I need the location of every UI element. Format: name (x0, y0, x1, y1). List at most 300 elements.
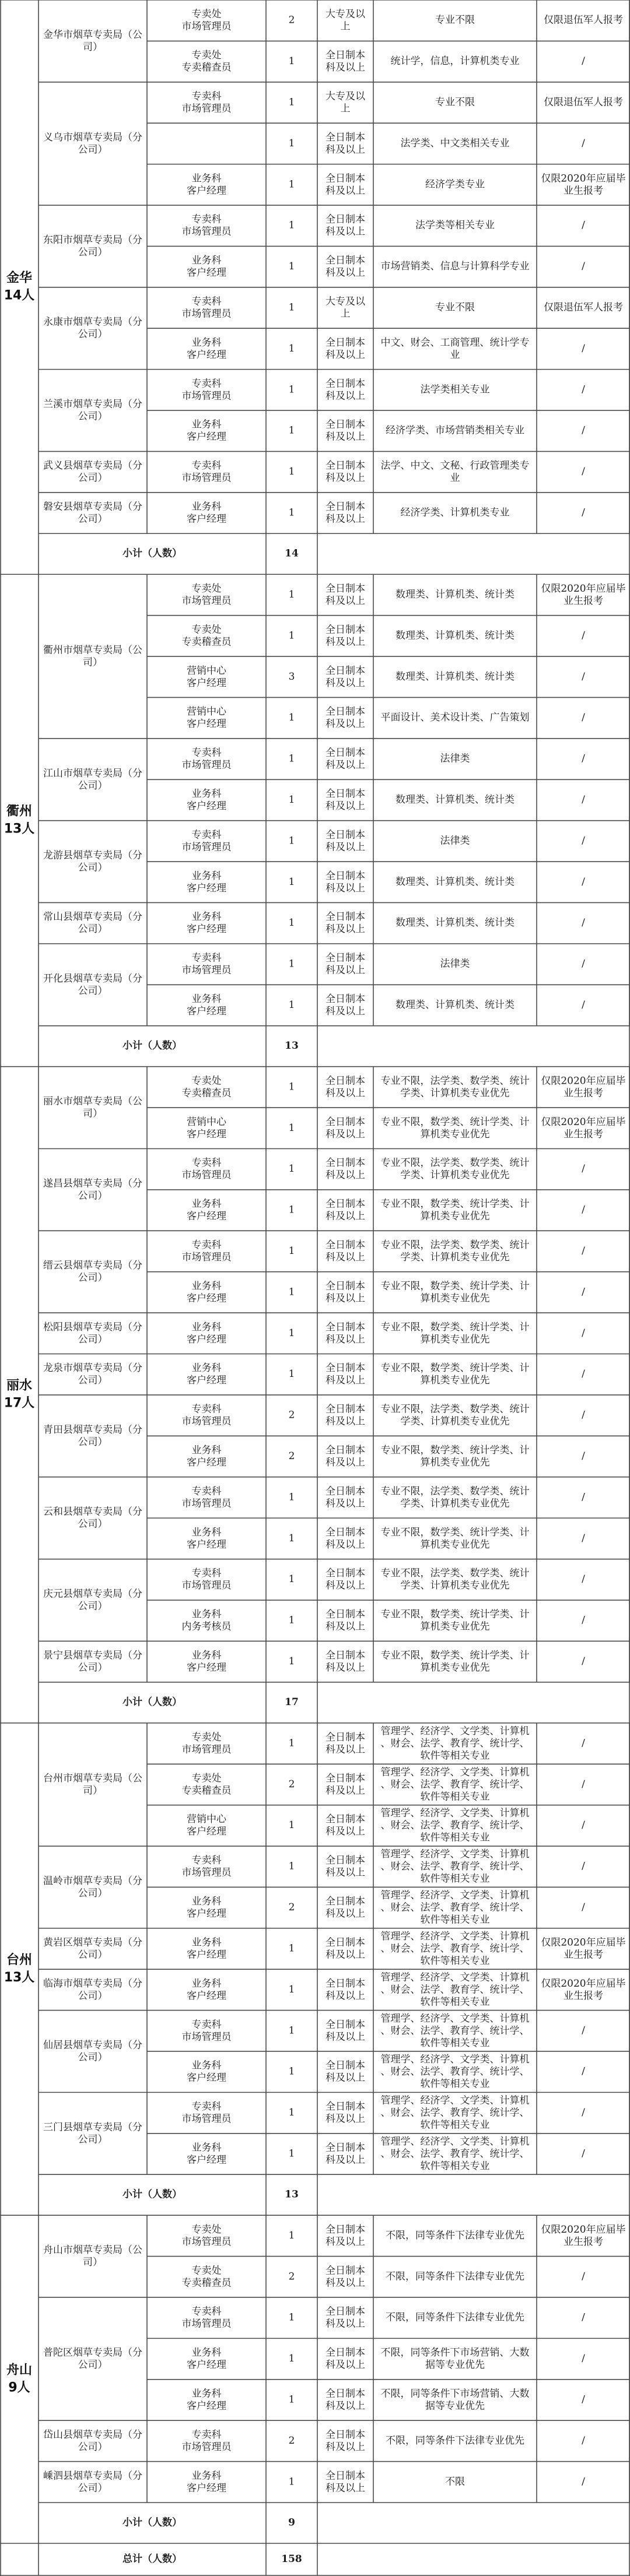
subtotal-count: 17 (285, 1696, 299, 1709)
subtotal-count: 14 (285, 547, 299, 560)
education-cell: 全日制本科及以上 (326, 1444, 365, 1468)
count-cell: 1 (288, 1819, 295, 1832)
unit-name-cell: 开化县烟草专卖局（分公司） (43, 972, 142, 997)
major-cell: 管理学、经济学、文学类、计算机、财会、法学、教育学、统计学、软件等相关专业 (380, 2012, 530, 2049)
note-cell: 仅限2020年应届毕业生报考 (541, 1936, 626, 1960)
position-cell: 业务科内务考核员 (181, 1608, 232, 1633)
position-cell: 专卖科市场管理员 (181, 952, 232, 976)
major-cell: 法律类 (440, 753, 470, 765)
count-cell: 1 (288, 2065, 295, 2078)
position-cell: 专卖科市场管理员 (181, 459, 232, 484)
position-cell: 营销中心客户经理 (187, 1813, 226, 1837)
count-cell: 1 (288, 2311, 295, 2324)
education-cell: 全日制本科及以上 (326, 1895, 365, 1920)
count-cell: 2 (288, 2434, 295, 2447)
unit-name-cell: 台州市烟草专卖局（公司） (43, 1772, 142, 1797)
unit-name-cell: 云和县烟草专卖局（分公司） (43, 1506, 142, 1530)
position-cell: 业务科客户经理 (187, 2387, 226, 2412)
total-count: 158 (281, 2553, 302, 2565)
unit-name-cell: 松阳县烟草专卖局（分公司） (43, 1321, 142, 1345)
education-cell: 全日制本科及以上 (326, 2060, 365, 2084)
subtotal-label: 小计（人数） (123, 1040, 182, 1052)
major-cell: 专业不限 (435, 301, 475, 314)
note-cell: 仅限2020年应届毕业生报考 (541, 1116, 626, 1140)
unit-name-cell: 普陀区烟草专卖局（分公司） (43, 2346, 142, 2371)
major-cell: 数理类、计算机类、统计类 (396, 917, 514, 929)
major-cell: 专业不限，数学类、统计学类、计算机类专业优先 (380, 1649, 530, 1674)
note-cell: / (582, 2271, 585, 2283)
note-cell: / (582, 2434, 585, 2447)
major-cell: 专业不限，数学类、统计学类、计算机类专业优先 (380, 1116, 530, 1140)
note-cell: / (582, 1614, 585, 1626)
education-cell: 全日制本科及以上 (326, 419, 365, 443)
education-cell: 全日制本科及以上 (326, 705, 365, 730)
major-cell: 法学类、中文类相关专业 (400, 137, 510, 149)
education-cell: 全日制本科及以上 (326, 2100, 365, 2125)
count-cell: 1 (288, 466, 295, 478)
major-cell: 不限，同等条件下市场营销、大数据等专业优先 (380, 2387, 530, 2412)
education-cell: 全日制本科及以上 (326, 993, 365, 1017)
education-cell: 全日制本科及以上 (326, 1403, 365, 1428)
note-cell: / (582, 1491, 585, 1503)
unit-name-cell: 缙云县烟草专卖局（分公司） (43, 1259, 142, 1284)
count-cell: 1 (288, 2107, 295, 2119)
position-cell: 业务科客户经理 (187, 1936, 226, 1960)
major-cell: 管理学、经济学、文学类、计算机、财会、法学、教育学、统计学、软件等相关专业 (380, 1848, 530, 1885)
note-cell: / (582, 2311, 585, 2324)
position-cell: 专卖科市场管理员 (181, 1485, 232, 1509)
count-cell: 1 (288, 55, 295, 68)
position-cell: 专卖处市场管理员 (181, 2223, 232, 2248)
major-cell: 专业不限，数学类、统计学类、计算机类专业优先 (380, 1198, 530, 1222)
unit-name-cell: 义乌市烟草专卖局（分公司） (43, 131, 142, 156)
note-cell: / (582, 2353, 585, 2365)
count-cell: 2 (288, 1778, 295, 1790)
count-cell: 1 (288, 1942, 295, 1955)
major-cell: 数理类、计算机类、统计类 (396, 793, 514, 806)
count-cell: 1 (288, 1983, 295, 1995)
count-cell: 1 (288, 342, 295, 354)
major-cell: 法学类相关专业 (420, 384, 490, 396)
major-cell: 法律类 (440, 835, 470, 847)
education-cell: 全日制本科及以上 (326, 1239, 365, 1263)
education-cell: 全日制本科及以上 (326, 1977, 365, 2002)
count-cell: 1 (288, 630, 295, 642)
count-cell: 1 (288, 1737, 295, 1749)
position-cell: 业务科客户经理 (187, 419, 226, 443)
position-cell: 专卖科市场管理员 (181, 2018, 232, 2043)
position-cell: 业务科客户经理 (187, 1444, 226, 1468)
education-cell: 全日制本科及以上 (326, 2018, 365, 2043)
education-cell: 大专及以上 (326, 90, 365, 115)
note-cell: / (582, 670, 585, 683)
count-cell: 2 (288, 14, 295, 26)
position-cell: 专卖处专卖稽查员 (181, 2264, 232, 2289)
unit-name-cell: 永康市烟草专卖局（分公司） (43, 316, 142, 340)
unit-name-cell: 磐安县烟草专卖局（分公司） (43, 501, 142, 525)
note-cell: / (582, 1286, 585, 1298)
note-cell: / (582, 1368, 585, 1380)
total-label: 总计（人数） (123, 2553, 182, 2565)
subtotal-count: 9 (288, 2517, 295, 2529)
note-cell: / (582, 1656, 585, 1668)
region-label: 衢州 13人 (4, 804, 35, 837)
note-cell: / (582, 2025, 585, 2037)
position-cell: 专卖处市场管理员 (181, 582, 232, 607)
major-cell: 经济学类、市场营销类相关专业 (386, 424, 524, 437)
unit-name-cell: 三门县烟草专卖局（分公司） (43, 2121, 142, 2145)
note-cell: / (582, 261, 585, 273)
education-cell: 全日制本科及以上 (326, 1485, 365, 1509)
position-cell: 业务科客户经理 (187, 172, 226, 196)
note-cell: / (582, 958, 585, 970)
note-cell: / (582, 2107, 585, 2119)
major-cell: 法律类 (440, 958, 470, 970)
count-cell: 1 (288, 1163, 295, 1175)
position-cell: 营销中心客户经理 (187, 1116, 226, 1140)
major-cell: 不限，同等条件下市场营销、大数据等专业优先 (380, 2346, 530, 2371)
position-cell: 专卖科市场管理员 (181, 296, 232, 320)
subtotal-label: 小计（人数） (123, 1696, 182, 1709)
count-cell: 1 (288, 137, 295, 149)
position-cell: 业务科客户经理 (187, 1649, 226, 1674)
unit-name-cell: 黄岩区烟草专卖局（分公司） (43, 1936, 142, 1960)
education-cell: 全日制本科及以上 (326, 131, 365, 156)
major-cell: 经济学类专业 (425, 178, 485, 191)
position-cell: 业务科客户经理 (187, 1198, 226, 1222)
count-cell: 1 (288, 2353, 295, 2365)
position-cell: 业务科客户经理 (187, 2346, 226, 2371)
unit-name-cell: 兰溪市烟草专卖局（分公司） (43, 398, 142, 423)
note-cell: / (582, 1902, 585, 1914)
major-cell: 不限，同等条件下法律专业优先 (386, 2311, 524, 2324)
note-cell: / (582, 1573, 585, 1586)
education-cell: 全日制本科及以上 (326, 1116, 365, 1140)
count-cell: 1 (288, 835, 295, 847)
education-cell: 全日制本科及以上 (326, 1157, 365, 1181)
subtotal-label: 小计（人数） (123, 547, 182, 560)
position-cell: 专卖科市场管理员 (181, 747, 232, 771)
note-cell: / (582, 1204, 585, 1216)
position-cell: 专卖科市场管理员 (181, 377, 232, 402)
position-cell: 专卖科市场管理员 (181, 828, 232, 853)
region-label: 台州 13人 (4, 1952, 35, 1985)
major-cell: 专业不限，数学类、统计学类、计算机类专业优先 (380, 1608, 530, 1633)
note-cell: / (582, 55, 585, 68)
count-cell: 1 (288, 261, 295, 273)
education-cell: 全日制本科及以上 (326, 1321, 365, 1345)
education-cell: 全日制本科及以上 (326, 213, 365, 238)
position-cell: 业务科客户经理 (187, 1362, 226, 1386)
note-cell: / (582, 753, 585, 765)
count-cell: 1 (288, 793, 295, 806)
education-cell: 全日制本科及以上 (326, 501, 365, 525)
note-cell: / (582, 1450, 585, 1463)
unit-name-cell: 金华市烟草专卖局（公司） (43, 29, 142, 53)
education-cell: 全日制本科及以上 (326, 2306, 365, 2330)
education-cell: 大专及以上 (326, 8, 365, 33)
position-cell: 业务科客户经理 (187, 870, 226, 894)
major-cell: 管理学、经济学、文学类、计算机、财会、法学、教育学、统计学、软件等相关专业 (380, 1725, 530, 1762)
education-cell: 全日制本科及以上 (326, 172, 365, 196)
major-cell: 专业不限，法学类、数学类、统计学类、计算机类专业优先 (380, 1074, 530, 1099)
note-cell: / (582, 2394, 585, 2406)
position-cell: 专卖科市场管理员 (181, 1239, 232, 1263)
major-cell: 市场营销类、信息与计算科学专业 (380, 261, 530, 273)
count-cell: 1 (288, 876, 295, 888)
note-cell: / (582, 630, 585, 642)
position-cell: 业务科客户经理 (187, 501, 226, 525)
note-cell: / (582, 2148, 585, 2160)
education-cell: 全日制本科及以上 (326, 377, 365, 402)
education-cell: 全日制本科及以上 (326, 2264, 365, 2289)
unit-name-cell: 庆元县烟草专卖局（分公司） (43, 1587, 142, 1612)
count-cell: 1 (288, 96, 295, 108)
position-cell: 专卖科市场管理员 (181, 1403, 232, 1428)
position-cell: 业务科客户经理 (187, 2060, 226, 2084)
unit-name-cell: 景宁县烟草专卖局（分公司） (43, 1649, 142, 1674)
subtotal-count: 13 (285, 1040, 299, 1052)
note-cell: / (582, 2065, 585, 2078)
count-cell: 1 (288, 2229, 295, 2241)
position-cell: 业务科客户经理 (187, 336, 226, 361)
position-cell: 专卖处专卖稽查员 (181, 49, 232, 73)
position-cell: 业务科客户经理 (187, 788, 226, 812)
unit-name-cell: 仙居县烟草专卖局（分公司） (43, 2039, 142, 2063)
note-cell: / (582, 342, 585, 354)
education-cell: 全日制本科及以上 (326, 2387, 365, 2412)
major-cell: 管理学、经济学、文学类、计算机、财会、法学、教育学、统计学、软件等相关专业 (380, 1930, 530, 1967)
count-cell: 1 (288, 712, 295, 724)
note-cell: / (582, 876, 585, 888)
major-cell: 专业不限，法学类、数学类、统计学类、计算机类专业优先 (380, 1485, 530, 1509)
education-cell: 全日制本科及以上 (326, 1854, 365, 1879)
count-cell: 1 (288, 507, 295, 519)
major-cell: 平面设计、美术设计类、广告策划 (380, 712, 530, 724)
position-cell: 营销中心客户经理 (187, 705, 226, 730)
note-cell: / (582, 1860, 585, 1872)
education-cell: 全日制本科及以上 (326, 2469, 365, 2494)
major-cell: 管理学、经济学、文学类、计算机、财会、法学、教育学、统计学、软件等相关专业 (380, 1889, 530, 1926)
note-cell: 仅限退伍军人报考 (544, 301, 623, 314)
education-cell: 全日制本科及以上 (326, 623, 365, 648)
education-cell: 全日制本科及以上 (326, 911, 365, 935)
count-cell: 1 (288, 384, 295, 396)
position-cell: 业务科客户经理 (187, 1977, 226, 2002)
count-cell: 1 (288, 1327, 295, 1339)
major-cell: 专业不限 (435, 96, 475, 108)
major-cell: 专业不限，法学类、数学类、统计学类、计算机类专业优先 (380, 1567, 530, 1591)
major-cell: 不限，同等条件下法律专业优先 (386, 2229, 524, 2241)
education-cell: 全日制本科及以上 (326, 747, 365, 771)
note-cell: 仅限2020年应届毕业生报考 (541, 2223, 626, 2248)
count-cell: 1 (288, 1122, 295, 1134)
position-cell: 业务科客户经理 (187, 993, 226, 1017)
major-cell: 数理类、计算机类、统计类 (396, 630, 514, 642)
major-cell: 管理学、经济学、文学类、计算机、财会、法学、教育学、统计学、软件等相关专业 (380, 1807, 530, 1844)
major-cell: 管理学、经济学、文学类、计算机、财会、法学、教育学、统计学、软件等相关专业 (380, 2135, 530, 2172)
unit-name-cell: 丽水市烟草专卖局（公司） (43, 1095, 142, 1120)
unit-name-cell: 嵊泗县烟草专卖局（分公司） (43, 2469, 142, 2494)
subtotal-label: 小计（人数） (123, 2517, 182, 2529)
count-cell: 1 (288, 1245, 295, 1257)
count-cell: 1 (288, 917, 295, 929)
major-cell: 管理学、经济学、文学类、计算机、财会、法学、教育学、统计学、软件等相关专业 (380, 2053, 530, 2090)
subtotal-count: 13 (285, 2188, 299, 2201)
major-cell: 数理类、计算机类、统计类 (396, 670, 514, 683)
count-cell: 1 (288, 424, 295, 437)
note-cell: / (582, 424, 585, 437)
education-cell: 全日制本科及以上 (326, 1608, 365, 1633)
education-cell: 全日制本科及以上 (326, 2141, 365, 2166)
count-cell: 1 (288, 1532, 295, 1544)
education-cell: 全日制本科及以上 (326, 1649, 365, 1674)
unit-name-cell: 遂昌县烟草专卖局（分公司） (43, 1177, 142, 1201)
unit-name-cell: 温岭市烟草专卖局（分公司） (43, 1875, 142, 1899)
unit-name-cell: 江山市烟草专卖局（分公司） (43, 767, 142, 792)
major-cell: 专业不限 (435, 14, 475, 26)
note-cell: / (582, 712, 585, 724)
major-cell: 中文、财会、工商管理、统计学专业 (380, 336, 530, 361)
count-cell: 1 (288, 2025, 295, 2037)
education-cell: 全日制本科及以上 (326, 1362, 365, 1386)
count-cell: 1 (288, 958, 295, 970)
note-cell: / (582, 137, 585, 149)
position-cell: 业务科客户经理 (187, 1280, 226, 1304)
count-cell: 1 (288, 301, 295, 314)
count-cell: 1 (288, 2148, 295, 2160)
education-cell: 全日制本科及以上 (326, 1280, 365, 1304)
unit-name-cell: 常山县烟草专卖局（分公司） (43, 911, 142, 935)
major-cell: 专业不限，数学类、统计学类、计算机类专业优先 (380, 1280, 530, 1304)
position-cell: 专卖科市场管理员 (181, 1854, 232, 1879)
education-cell: 全日制本科及以上 (326, 336, 365, 361)
note-cell: / (582, 917, 585, 929)
count-cell: 1 (288, 2394, 295, 2406)
position-cell: 专卖科市场管理员 (181, 90, 232, 115)
unit-name-cell: 衢州市烟草专卖局（公司） (43, 644, 142, 669)
major-cell: 管理学、经济学、文学类、计算机、财会、法学、教育学、统计学、软件等相关专业 (380, 2094, 530, 2131)
education-cell: 全日制本科及以上 (326, 2223, 365, 2248)
unit-name-cell: 舟山市烟草专卖局（公司） (43, 2244, 142, 2268)
position-cell: 业务科客户经理 (187, 1321, 226, 1345)
education-cell: 全日制本科及以上 (326, 828, 365, 853)
unit-name-cell: 龙游县烟草专卖局（分公司） (43, 849, 142, 874)
count-cell: 1 (288, 1368, 295, 1380)
position-cell: 专卖处专卖稽查员 (181, 1074, 232, 1099)
unit-name-cell: 东阳市烟草专卖局（分公司） (43, 234, 142, 258)
position-cell: 专卖科市场管理员 (181, 2429, 232, 2453)
education-cell: 全日制本科及以上 (326, 1567, 365, 1591)
note-cell: 仅限2020年应届毕业生报考 (541, 1074, 626, 1099)
count-cell: 2 (288, 1902, 295, 1914)
education-cell: 全日制本科及以上 (326, 459, 365, 484)
unit-name-cell: 武义县烟草专卖局（分公司） (43, 459, 142, 484)
note-cell: / (582, 384, 585, 396)
note-cell: 仅限退伍军人报考 (544, 96, 623, 108)
count-cell: 1 (288, 1491, 295, 1503)
major-cell: 专业不限，法学类、数学类、统计学类、计算机类专业优先 (380, 1403, 530, 1428)
position-cell: 业务科客户经理 (187, 254, 226, 279)
unit-name-cell: 临海市烟草专卖局（分公司） (43, 1977, 142, 2002)
major-cell: 专业不限，数学类、统计学类、计算机类专业优先 (380, 1321, 530, 1345)
education-cell: 全日制本科及以上 (326, 1813, 365, 1837)
major-cell: 法学类等相关专业 (415, 219, 495, 231)
education-cell: 全日制本科及以上 (326, 665, 365, 689)
education-cell: 全日制本科及以上 (326, 1936, 365, 1960)
note-cell: / (582, 1819, 585, 1832)
position-cell: 专卖处专卖稽查员 (181, 623, 232, 648)
education-cell: 全日制本科及以上 (326, 1074, 365, 1099)
count-cell: 1 (288, 178, 295, 191)
major-cell: 数理类、计算机类、统计类 (396, 876, 514, 888)
unit-name-cell: 岱山县烟草专卖局（分公司） (43, 2429, 142, 2453)
position-cell: 业务科客户经理 (187, 1895, 226, 1920)
count-cell: 1 (288, 1204, 295, 1216)
major-cell: 专业不限，数学类、统计学类、计算机类专业优先 (380, 1362, 530, 1386)
major-cell: 管理学、经济学、文学类、计算机、财会、法学、教育学、统计学、软件等相关专业 (380, 1766, 530, 1802)
position-cell: 业务科客户经理 (187, 1526, 226, 1551)
region-label: 金华 14人 (4, 270, 35, 303)
note-cell: / (582, 2476, 585, 2488)
position-cell: 专卖科市场管理员 (181, 2306, 232, 2330)
note-cell: / (582, 1327, 585, 1339)
note-cell: / (582, 999, 585, 1011)
note-cell: / (582, 1245, 585, 1257)
count-cell: 2 (288, 2271, 295, 2283)
count-cell: 1 (288, 588, 295, 600)
unit-name-cell: 龙泉市烟草专卖局（分公司） (43, 1362, 142, 1386)
note-cell: 仅限2020年应届毕业生报考 (541, 172, 626, 196)
count-cell: 2 (288, 1409, 295, 1421)
region-label: 丽水 17人 (4, 1378, 35, 1411)
count-cell: 1 (288, 1286, 295, 1298)
count-cell: 3 (288, 670, 295, 683)
note-cell: / (582, 1532, 585, 1544)
note-cell: / (582, 507, 585, 519)
education-cell: 全日制本科及以上 (326, 870, 365, 894)
major-cell: 数理类、计算机类、统计类 (396, 999, 514, 1011)
education-cell: 大专及以上 (326, 296, 365, 320)
major-cell: 数理类、计算机类、统计类 (396, 588, 514, 600)
count-cell: 1 (288, 1656, 295, 1668)
position-cell: 营销中心客户经理 (187, 665, 226, 689)
note-cell: / (582, 1737, 585, 1749)
education-cell: 全日制本科及以上 (326, 254, 365, 279)
note-cell: / (582, 793, 585, 806)
count-cell: 1 (288, 1860, 295, 1872)
education-cell: 全日制本科及以上 (326, 2429, 365, 2453)
region-label: 舟山 9人 (6, 2363, 33, 2395)
position-cell: 专卖处市场管理员 (181, 8, 232, 33)
count-cell: 1 (288, 1614, 295, 1626)
position-cell: 业务科客户经理 (187, 911, 226, 935)
count-cell: 1 (288, 2476, 295, 2488)
count-cell: 2 (288, 1450, 295, 1463)
position-cell: 业务科客户经理 (187, 2141, 226, 2166)
position-cell: 专卖科市场管理员 (181, 213, 232, 238)
major-cell: 管理学、经济学、文学类、计算机、财会、法学、教育学、统计学、软件等相关专业 (380, 1971, 530, 2008)
education-cell: 全日制本科及以上 (326, 1526, 365, 1551)
major-cell: 不限，同等条件下法律专业优先 (386, 2271, 524, 2283)
unit-name-cell: 青田县烟草专卖局（分公司） (43, 1424, 142, 1448)
major-cell: 专业不限，数学类、统计学类、计算机类专业优先 (380, 1526, 530, 1551)
count-cell: 1 (288, 753, 295, 765)
education-cell: 全日制本科及以上 (326, 788, 365, 812)
position-cell: 专卖处市场管理员 (181, 1731, 232, 1755)
position-cell: 专卖处专卖稽查员 (181, 1772, 232, 1797)
position-cell: 业务科客户经理 (187, 2469, 226, 2494)
